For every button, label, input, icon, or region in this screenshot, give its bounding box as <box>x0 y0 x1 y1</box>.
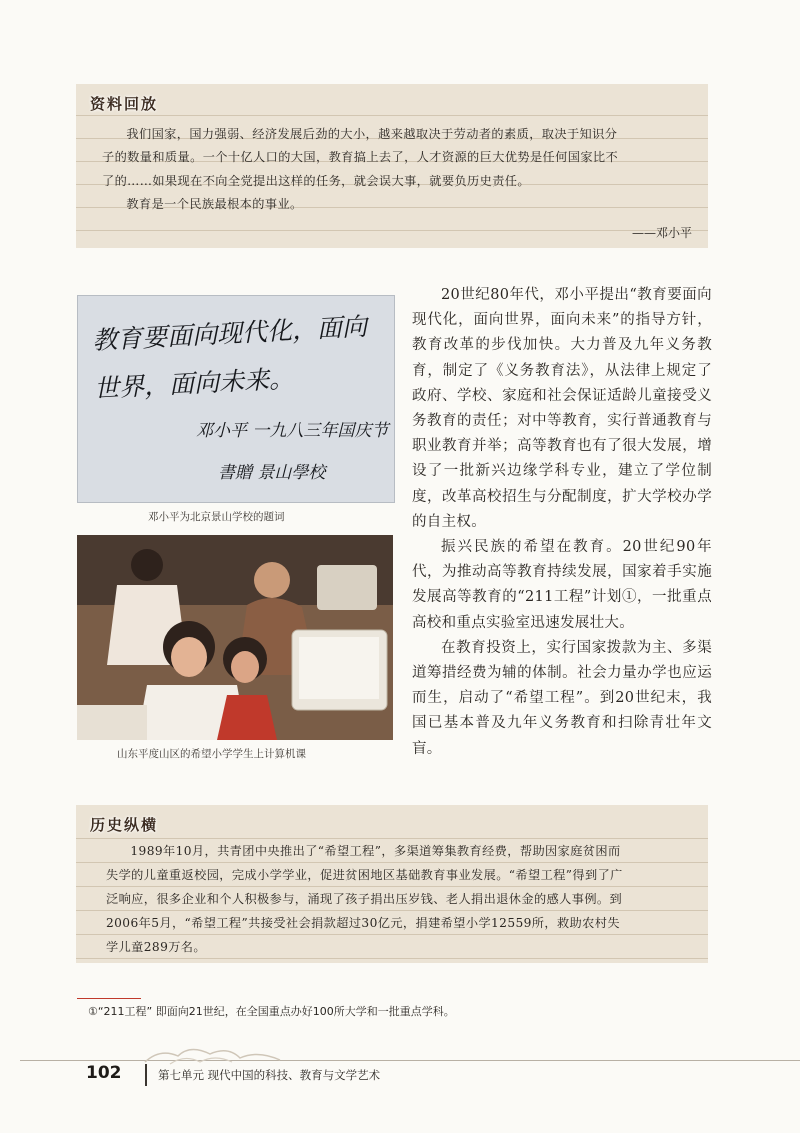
classroom-illustration <box>77 535 393 740</box>
box-line: 泛响应，很多企业和个人积极参与，涌现了孩子捐出压岁钱、老人捐出退休金的感人事例。到 <box>106 892 623 906</box>
photo-caption: 邓小平为北京景山学校的题词 <box>148 511 285 523</box>
classroom-photo <box>77 535 393 740</box>
calligraphy-photo <box>77 295 395 503</box>
unit-title: 第七单元 现代中国的科技、教育与文学艺术 <box>158 1068 381 1082</box>
box-line: 失学的儿童重返校园，完成小学学业，促进贫困地区基础教育事业发展。“希望工程”得到了广 <box>106 868 623 882</box>
ruled-line <box>76 230 708 231</box>
page-number: 102 <box>86 1063 122 1083</box>
ruled-line <box>76 115 708 116</box>
main-text <box>412 283 712 762</box>
box-line: 1989年10月，共青团中央推出了“希望工程”，多渠道筹集教育经费，帮助因家庭贫困而 <box>130 844 621 858</box>
box-text <box>106 839 694 959</box>
photo-caption: 山东平度山区的希望小学学生上计算机课 <box>117 748 306 760</box>
box-line: 我们国家，国力强弱、经济发展后劲的大小，越来越取决于劳动者的素质，取决于知识分 <box>126 127 618 141</box>
box-text <box>102 123 694 217</box>
teacher-head <box>254 562 290 598</box>
paragraph: 20世纪80年代，邓小平提出“教育要面向现代化，面向世界，面向未来”的指导方针，教育改革的步伐加快。大力普及九年义务教育，制定了《义务教育法》，从法律上规定了政府、学校、家庭和社会保证适龄儿童接受义务教育的责任；对中等教育，实行普通教育与职业教育并举；高等教育也有了很大发展，增设了一批新兴边缘学科专业，建立了学位制度，改革高校招生与分配制度，扩大学校办学的自主权。 <box>412 287 712 530</box>
paragraph: 在教育投资上，实行国家拨款为主、多渠道筹措经费为辅的体制。社会力量办学也应运而生，启动了“希望工程”。到20世纪末，我国已基本普及九年义务教育和扫除青壮年文盲。 <box>412 639 712 757</box>
box-line: 2006年5月，“希望工程”共接受社会捐款超过30亿元，捐建希望小学12559所，救助农村失 <box>106 916 620 930</box>
footnote: ①“211工程” 即面向21世纪，在全国重点办好100所大学和一批重点学科。 <box>88 1005 455 1018</box>
calligraphy-dedication: 書贈 景山學校 <box>218 463 326 483</box>
box-title: 历史纵横 <box>90 816 159 834</box>
paragraph: 振兴民族的希望在教育。20世纪90年代，为推动高等教育持续发展，国家着手实施发展高等教育的“211工程”计划①，一批重点高校和重点实验室迅速发展壮大。 <box>412 539 712 631</box>
footer-rule <box>20 1060 800 1061</box>
box-line: 学儿童289万名。 <box>106 940 206 954</box>
calligraphy-line: 教育要面向现代化，面向 <box>91 311 368 356</box>
footnote-rule <box>77 998 141 999</box>
box-line: 教育是一个民族最根本的事业。 <box>126 197 303 212</box>
box-line: 子的数量和质量。一个十亿人口的大国，教育搞上去了，人才资源的巨大优势是任何国家比不 <box>102 150 619 165</box>
history-box <box>76 805 708 963</box>
calligraphy-line: 世界，面向未来。 <box>93 363 295 404</box>
cloud-ornament-icon <box>140 1040 290 1068</box>
footer-divider <box>145 1064 147 1086</box>
box-title: 资料回放 <box>90 95 159 113</box>
box-line: 了的……如果现在不向全党提出这样的任务，就会误大事，就要负历史责任。 <box>102 173 530 188</box>
quote-signature: ——邓小平 <box>631 226 692 240</box>
source-review-box <box>76 84 708 248</box>
calligraphy-signature: 邓小平 一九八三年国庆节 <box>196 421 389 441</box>
